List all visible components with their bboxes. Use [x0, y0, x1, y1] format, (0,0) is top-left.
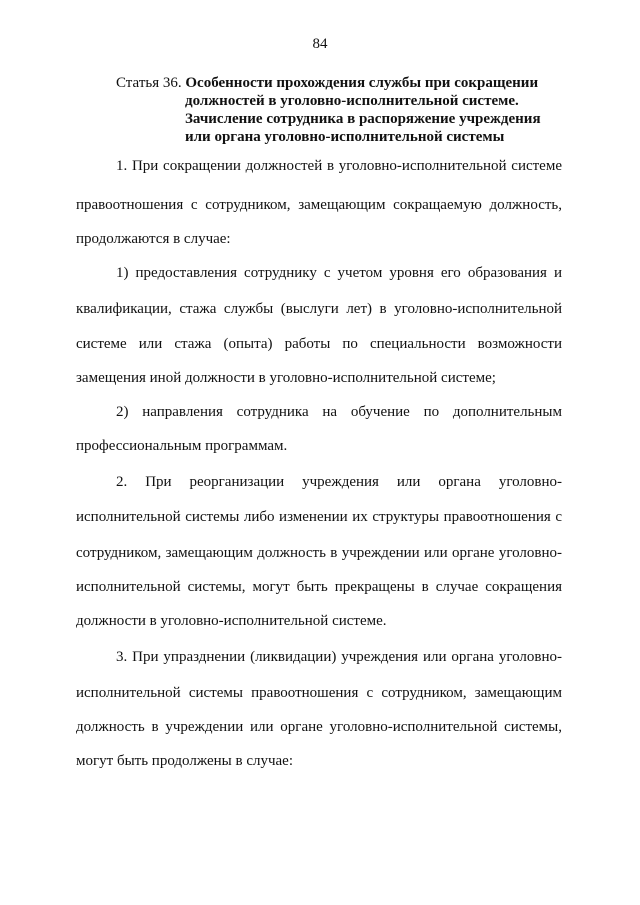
article-title-line-3: Зачисление сотрудника в распоряжение учреждения — [185, 111, 541, 127]
body-line: системе или стажа (опыта) работы по специальности возможности — [76, 336, 562, 352]
body-line: исполнительной системы правоотношения с сотрудником, замещающим — [76, 685, 562, 701]
article-title-line-1 — [116, 74, 586, 92]
body-line: продолжаются в случае: — [76, 231, 231, 247]
body-line: 2) направления сотрудника на обучение по дополнительным — [116, 404, 562, 420]
body-line: правоотношения с сотрудником, замещающим сокращаемую должность, — [76, 197, 562, 213]
body-line: исполнительной системы либо изменении их структуры правоотношения с — [76, 509, 562, 525]
article-number: Статья 36. — [116, 75, 182, 91]
body-line: могут быть продолжены в случае: — [76, 753, 294, 769]
body-line: должность в учреждении или органе уголовно-исполнительной системы, — [76, 719, 562, 735]
body-line: 1) предоставления сотруднику с учетом уровня его образования и — [116, 265, 562, 281]
article-title-line-2: должностей в уголовно-исполнительной системе. — [185, 93, 519, 109]
body-line: 1. При сокращении должностей в уголовно-исполнительной системе — [116, 158, 562, 174]
article-title-line-4: или органа уголовно-исполнительной системы — [185, 129, 505, 145]
page-number: 84 — [312, 36, 328, 52]
article-title-text-1: Особенности прохождения службы при сокращении — [185, 75, 539, 91]
body-line: 2. При реорганизации учреждения или органа уголовно- — [116, 474, 562, 490]
body-line: замещения иной должности в уголовно-исполнительной системе; — [76, 370, 496, 386]
body-line: должности в уголовно-исполнительной системе. — [76, 613, 387, 629]
article-heading — [116, 74, 586, 146]
body-line: квалификации, стажа службы (выслуги лет) в уголовно-исполнительной — [76, 301, 562, 317]
body-line: сотрудником, замещающим должность в учреждении или органе уголовно- — [76, 545, 562, 561]
body-line: исполнительной системы, могут быть прекращены в случае сокращения — [76, 579, 562, 595]
body-line: профессиональным программам. — [76, 438, 288, 454]
body-line: 3. При упразднении (ликвидации) учреждения или органа уголовно- — [116, 649, 562, 665]
